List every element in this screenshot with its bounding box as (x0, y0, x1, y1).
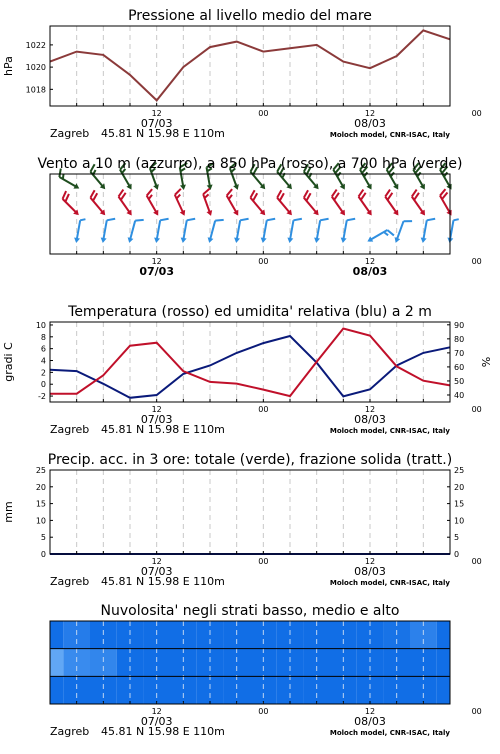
wind-barb (58, 191, 84, 217)
x-tick-label: 00 (258, 707, 269, 716)
barb-full (293, 217, 301, 221)
cloud-cell (50, 621, 63, 649)
cloud-cell (223, 676, 250, 704)
barb-head (73, 238, 80, 244)
y-tick-label: 0 (40, 550, 46, 559)
x-tick-label: 12 (151, 557, 162, 566)
location-name: Zagreb (50, 575, 90, 588)
wind-barb (340, 217, 355, 245)
cloud-cell (437, 676, 450, 704)
wind-barb (171, 189, 192, 217)
cloud-cell (383, 676, 410, 704)
wind-barb (199, 189, 218, 217)
barb-full (187, 217, 195, 221)
location-name: Zagreb (50, 423, 90, 436)
x-tick-label: 00 (471, 405, 482, 414)
x-tick-label: 12 (151, 707, 162, 716)
y-tick-label-right: 5 (454, 533, 460, 543)
cloud-cell (437, 649, 450, 677)
cloud-cell (197, 676, 224, 704)
barb-full (387, 229, 394, 237)
plot-frame (50, 26, 450, 106)
barb-full (404, 218, 413, 224)
barb-head (393, 184, 401, 191)
barb-head (393, 237, 400, 244)
barb-full (267, 217, 275, 221)
model-credit: Moloch model, CNR-ISAC, Italy (329, 729, 450, 737)
wind-barb (393, 217, 412, 245)
barb-full (135, 218, 144, 223)
wind-barb (287, 217, 302, 245)
y-tick-label-right: 90 (454, 320, 465, 330)
date-label: 07/03 (139, 265, 174, 278)
barb-shaft (157, 220, 160, 240)
x-tick-label: 12 (364, 405, 376, 414)
wind-barb (436, 189, 459, 217)
wind-barb (447, 218, 459, 244)
x-tick-label: 12 (364, 557, 376, 566)
barb-shaft (397, 221, 404, 240)
barb-head (153, 238, 160, 244)
x-tick-label: 00 (258, 257, 269, 266)
cloud-cell (277, 676, 304, 704)
cloud-cell (437, 621, 450, 649)
model-credit: Moloch model, CNR-ISAC, Italy (329, 131, 450, 139)
wind-barb (328, 190, 352, 218)
barb-shaft (130, 221, 135, 240)
cloud-cell (303, 676, 330, 704)
cloud-cell (50, 676, 63, 704)
barb-full (215, 218, 224, 223)
y-tick-label: 15 (35, 499, 46, 509)
y-tick-label: 6 (40, 344, 46, 354)
date-label: 08/03 (354, 565, 386, 578)
barb-full (347, 217, 355, 221)
y-tick-label: 1022 (25, 40, 46, 50)
wind-barb (246, 190, 271, 217)
barb-head (233, 210, 241, 217)
barb-shaft (317, 220, 320, 240)
barb-head (153, 210, 161, 217)
date-label: 07/03 (140, 117, 173, 130)
barb-head (126, 237, 133, 243)
location-coords: 45.81 N 15.98 E 110m (101, 127, 225, 140)
barb-head (420, 238, 427, 244)
wind-barb (354, 190, 378, 218)
panel-title: Precip. acc. in 3 ore: totale (verde), frazione solida (tratt.) (47, 452, 453, 468)
panel-title: Vento a 10 m (azzurro), a 850 hPa (rosso), a 700 hPa (verde) (37, 156, 463, 172)
plot-frame (50, 322, 450, 402)
plot-frame (50, 174, 450, 254)
barb-head (420, 184, 428, 191)
date-label: 08/03 (354, 715, 386, 728)
wind-barb (153, 217, 168, 245)
wind-barb (233, 217, 248, 245)
location-name: Zagreb (50, 725, 90, 738)
date-label: 07/03 (140, 565, 173, 578)
y-axis-label: % (480, 356, 493, 368)
wind-barb (381, 190, 405, 218)
barb-head (233, 184, 240, 191)
barb-full (145, 189, 153, 196)
wind-barb (100, 217, 115, 245)
y-tick-label-right: 25 (454, 466, 465, 475)
cloud-cell (117, 676, 144, 704)
wind-barb (206, 217, 223, 245)
wind-barb (180, 217, 195, 245)
barb-half (453, 218, 458, 221)
model-credit: Moloch model, CNR-ISAC, Italy (329, 427, 450, 435)
wind-barb (260, 217, 275, 245)
date-label: 08/03 (354, 413, 386, 426)
temperature-line (50, 329, 450, 397)
wind-barb (223, 189, 246, 217)
x-tick-label: 00 (258, 557, 269, 566)
barb-head (340, 184, 348, 191)
y-tick-label: 10 (35, 516, 46, 526)
barb-head (126, 184, 134, 191)
barb-shaft (77, 220, 80, 240)
x-tick-label: 12 (151, 109, 162, 118)
y-tick-label-right: 80 (454, 334, 465, 344)
y-tick-label-right: 10 (454, 516, 465, 526)
x-tick-label: 00 (471, 109, 482, 118)
wind-barb (408, 190, 432, 218)
x-tick-label: 00 (471, 257, 482, 266)
cloud-cell (90, 676, 117, 704)
cloud-cell (63, 676, 90, 704)
y-axis-label: mm (2, 501, 15, 523)
barb-full (240, 217, 248, 221)
wind-barb (273, 190, 298, 217)
cloud-cell (170, 676, 197, 704)
barb-shaft (290, 220, 293, 240)
cloud-cell (357, 676, 384, 704)
x-tick-label: 00 (258, 109, 269, 118)
barb-full (160, 217, 168, 221)
x-tick-label: 12 (364, 707, 376, 716)
barb-head (100, 238, 107, 244)
barb-full (107, 217, 115, 221)
wind-barb (420, 217, 435, 245)
y-tick-label: -2 (38, 392, 46, 402)
y-axis-label: gradi C (2, 342, 15, 382)
y-tick-label: 2 (40, 368, 46, 378)
x-tick-label: 12 (364, 109, 376, 118)
y-tick-label-right: 40 (454, 390, 465, 400)
cloud-cell (50, 649, 63, 677)
y-tick-label-right: 50 (454, 376, 465, 386)
barb-head (260, 238, 267, 244)
y-tick-label-right: 70 (454, 348, 465, 358)
y-tick-label: 8 (40, 332, 46, 342)
y-tick-label-right: 15 (454, 499, 465, 509)
barb-head (340, 238, 347, 244)
panel-title: Nuvolosita' negli strati basso, medio e alto (100, 603, 400, 619)
barb-shaft (210, 221, 215, 240)
barb-full (225, 189, 233, 196)
y-tick-label: 0 (40, 380, 46, 390)
location-name: Zagreb (50, 127, 90, 140)
barb-head (206, 237, 213, 243)
cloud-cell (250, 676, 277, 704)
model-credit: Moloch model, CNR-ISAC, Italy (329, 579, 450, 587)
date-label: 08/03 (354, 117, 386, 130)
wind-barb (126, 217, 143, 245)
barb-head (287, 238, 294, 244)
location-coords: 45.81 N 15.98 E 110m (101, 423, 225, 436)
x-tick-label: 00 (258, 405, 269, 414)
barb-full (202, 189, 211, 195)
panel-title: Temperatura (rosso) ed umidita' relativa (blu) a 2 m (68, 304, 432, 320)
x-tick-label: 12 (364, 257, 376, 266)
barb-shaft (237, 220, 240, 240)
y-tick-label: 1020 (25, 63, 46, 73)
y-tick-label-right: 0 (454, 550, 460, 559)
cloud-cell (330, 676, 357, 704)
location-coords: 45.81 N 15.98 E 110m (101, 725, 225, 738)
y-tick-label: 1018 (25, 85, 46, 95)
y-tick-label-right: 20 (454, 482, 465, 492)
wind-barb (300, 190, 325, 217)
barb-half (80, 218, 85, 221)
plot-frame (50, 470, 450, 554)
x-tick-label: 12 (151, 405, 162, 414)
y-tick-label: 25 (35, 466, 46, 475)
barb-head (233, 238, 240, 244)
x-tick-label: 00 (471, 557, 482, 566)
barb-head (313, 238, 320, 244)
barb-shaft (450, 220, 453, 240)
wind-barb (86, 190, 111, 217)
date-label: 08/03 (352, 265, 388, 278)
wind-barb (73, 218, 85, 244)
x-tick-label: 00 (471, 707, 482, 716)
wind-barb (114, 190, 138, 218)
x-tick-label: 12 (151, 257, 162, 266)
barb-head (206, 210, 213, 217)
y-tick-label: 4 (40, 356, 46, 366)
date-label: 07/03 (140, 413, 173, 426)
cloud-cell (143, 676, 170, 704)
wind-barb (313, 217, 328, 245)
y-axis-label: hPa (2, 56, 15, 76)
location-coords: 45.81 N 15.98 E 110m (101, 575, 225, 588)
y-tick-label-right: 60 (454, 362, 465, 372)
date-label: 07/03 (140, 715, 173, 728)
y-tick-label: 10 (35, 320, 46, 330)
barb-head (180, 210, 188, 217)
wind-barb (143, 189, 166, 217)
barb-full (174, 189, 183, 195)
y-tick-label: 20 (35, 482, 46, 492)
panel-title: Pressione al livello medio del mare (128, 8, 372, 24)
cloud-cell (410, 676, 437, 704)
barb-head (153, 184, 160, 191)
barb-head (366, 184, 374, 191)
y-tick-label: 5 (40, 533, 46, 543)
barb-full (320, 217, 328, 221)
pressure-line (50, 30, 450, 100)
barb-head (180, 238, 187, 244)
barb-full (427, 217, 435, 221)
